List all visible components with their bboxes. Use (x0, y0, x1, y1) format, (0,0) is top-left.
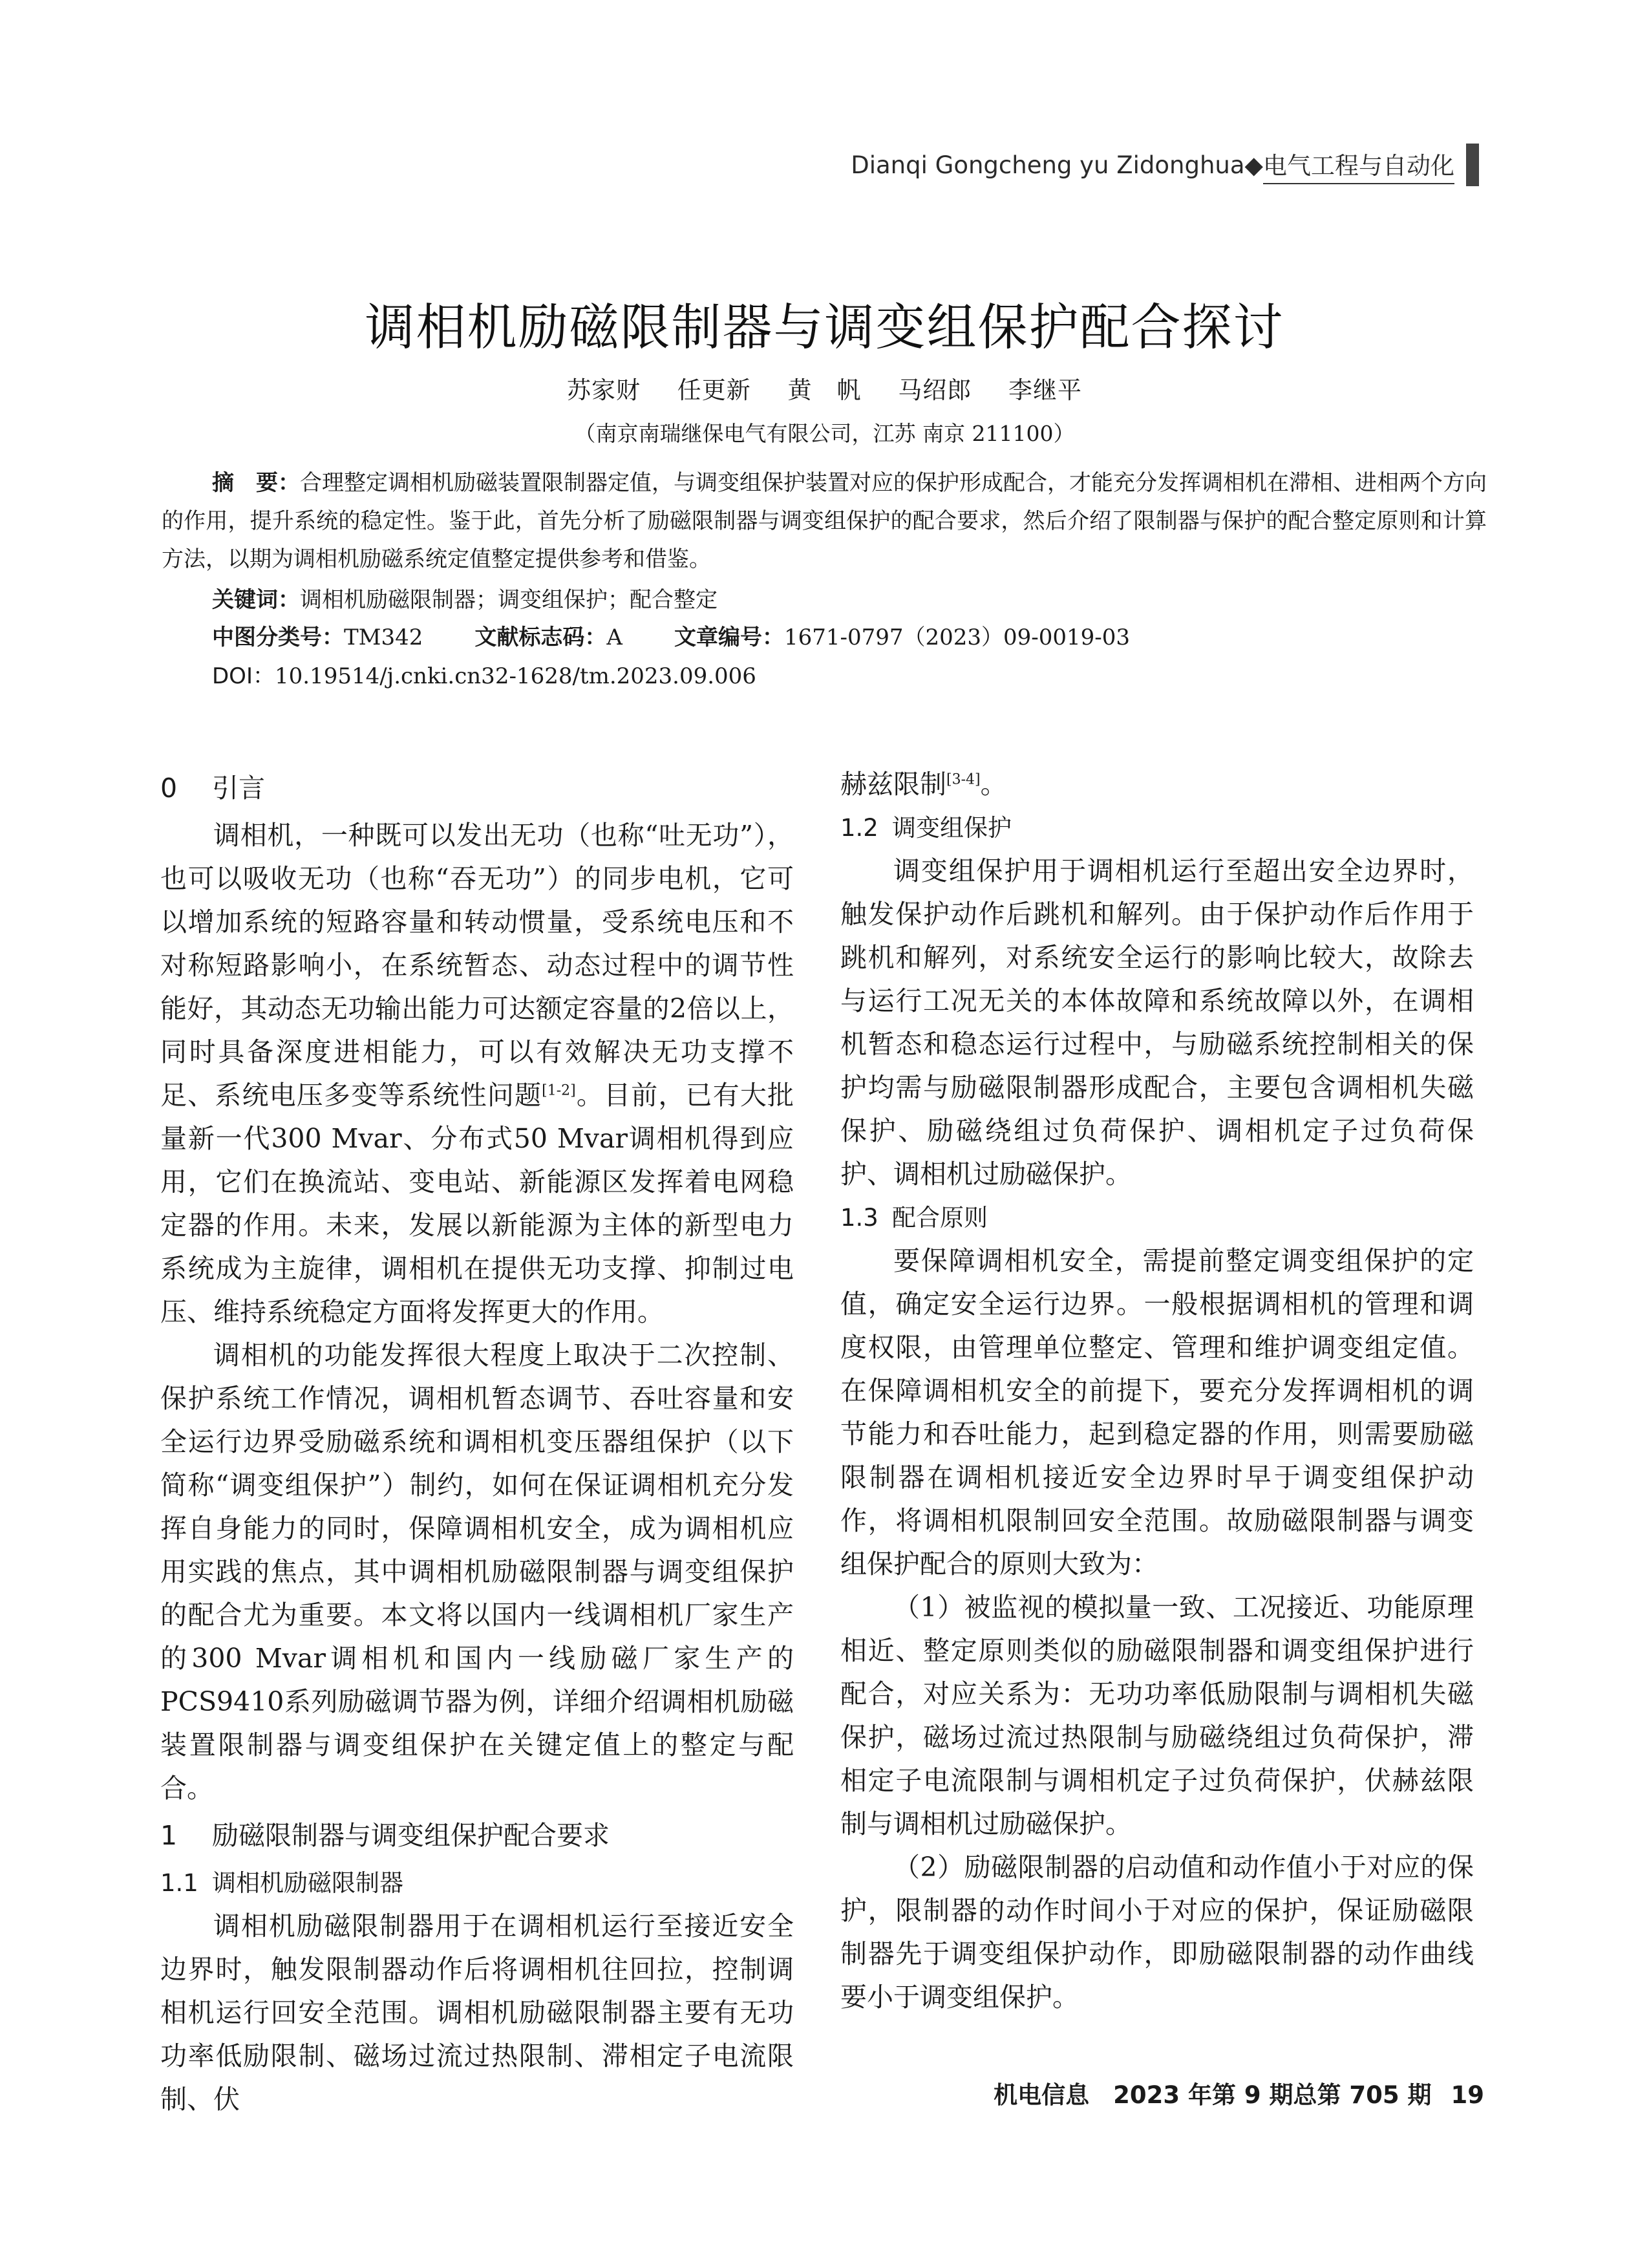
author: 黄 帆 (787, 376, 862, 404)
section-heading: 1 励磁限制器与调变组保护配合要求 (160, 1820, 610, 1851)
body-paragraph: 要保障调相机安全，需提前整定调变组保护的定值，确定安全运行边界。一般根据调相机的管理和调度权限，由管理单位整定、管理和维护调变组定值。在保障调相机安全的前提下，要充分发挥调相机的调节能力和吞吐能力，起到稳定器的作用，则需要励磁限制器在调相机接近安全边界时早于调变组保护动作，将调相机限制回安全范围。故励磁限制器与调变组保护配合的原则大致为： (840, 1245, 1474, 1579)
doi-line (212, 658, 756, 690)
section-heading: 0 引言 (160, 773, 265, 804)
clc-value: TM342 (344, 625, 423, 650)
author-list (0, 370, 1649, 405)
keywords-label: 关键词： (212, 587, 300, 613)
running-head (851, 144, 1479, 186)
subsection-heading: 1.2 调变组保护 (840, 814, 1012, 842)
doi-link[interactable]: 10.19514/j.cnki.cn32-1628/tm.2023.09.006 (274, 663, 756, 689)
body-paragraph: 调变组保护用于调相机运行至超出安全边界时，触发保护动作后跳机和解列。由于保护动作后作用于跳机和解列，对系统安全运行的影响比较大，故除去与运行工况无关的本体故障和系统故障以外，在调相机暂态和稳态运行过程中，与励磁系统控制相关的保护均需与励磁限制器形成配合，主要包含调相机失磁保护、励磁绕组过负荷保护、调相机定子过负荷保护、调相机过励磁保护。 (840, 855, 1474, 1190)
keywords-text: 调相机励磁限制器；调变组保护；配合整定 (300, 587, 718, 613)
subsection-heading: 1.1 调相机励磁限制器 (160, 1869, 403, 1897)
abstract (162, 464, 1487, 579)
header-bar (1466, 144, 1479, 186)
author: 苏家财 (566, 376, 641, 404)
journal-name-cn: 电气工程与自动化 (1263, 146, 1454, 184)
body-paragraph: 调相机的功能发挥很大程度上取决于二次控制、保护系统工作情况，调相机暂态调节、吞吐容量和安全运行边界受励磁系统和调相机变压器组保护（以下简称“调变组保护”）制约，如何在保证调相机充分发挥自身能力的同时，保障调相机安全，成为调相机应用实践的焦点，其中调相机励磁限制器与调变组保护的配合尤为重要。本文将以国内一线调相机厂家生产的300 Mvar调相机和国内一线励磁厂家生产的PCS9410系列励磁调节器为例，详细介绍调相机励磁装置限制器与调变组保护在关键定值上的整定与配合。 (160, 1340, 794, 1804)
doc-code-label: 文献标志码： (474, 625, 607, 650)
article-number-label: 文章编号： (674, 625, 784, 650)
body-paragraph: 调相机，一种既可以发出无功（也称“吐无功”），也可以吸收无功（也称“吞无功”）的同步电机，它可以增加系统的短路容量和转动惯量，受系统电压和不对称短路影响小，在系统暂态、动态过程中的调节性能好，其动态无功输出能力可达额定容量的2倍以上，同时具备深度进相能力，可以有效解决无功支撑不足、系统电压多变等系统性问题[1-2]。目前，已有大批量新一代300 Mvar、分布式50 Mvar调相机得到应用，它们在换流站、变电站、新能源区发挥着电网稳定器的作用。未来，发展以新能源为主体的新型电力系统成为主旋律，调相机在提供无功支撑、抑制过电压、维持系统稳定方面将发挥更大的作用。 (160, 820, 794, 1327)
doc-code-value: A (606, 625, 622, 650)
body-paragraph: 赫兹限制[3-4]。 (840, 769, 1007, 800)
keywords (212, 582, 718, 614)
left-column (160, 763, 794, 2121)
abstract-label: 摘 要： (212, 470, 300, 496)
subsection-heading: 1.3 配合原则 (840, 1204, 988, 1232)
abstract-text: 合理整定调相机励磁装置限制器定值，与调变组保护装置对应的保护形成配合，才能充分发挥调相机在滞相、进相两个方向的作用，提升系统的稳定性。鉴于此，首先分析了励磁限制器与调变组保护的配合要求，然后介绍了限制器与保护的配合整定原则和计算方法，以期为调相机励磁系统定值整定提供参考和借鉴。 (162, 470, 1487, 572)
journal-pinyin: Dianqi Gongcheng yu Zidonghua (851, 151, 1245, 179)
page-footer (994, 2075, 1484, 2110)
body-paragraph: （1）被监视的模拟量一致、工况接近、功能原理相近、整定原则类似的励磁限制器和调变组保护进行配合，对应关系为：无功功率低励限制与调相机失磁保护，磁场过流过热限制与励磁绕组过负荷保护，滞相定子电流限制与调相机定子过负荷保护，伏赫兹限制与调相机过励磁保护。 (840, 1592, 1474, 1839)
classification-line (212, 619, 1130, 651)
right-column (840, 763, 1474, 2019)
author: 任更新 (677, 376, 751, 404)
affiliation: （南京南瑞继保电气有限公司，江苏 南京 211100） (574, 421, 1075, 446)
body-paragraph: （2）励磁限制器的启动值和动作值小于对应的保护，限制器的动作时间小于对应的保护，保证励磁限制器先于调变组保护动作，即励磁限制器的动作曲线要小于调变组保护。 (840, 1852, 1474, 2013)
author: 李继平 (1008, 376, 1083, 404)
paper-title: 调相机励磁限制器与调变组保护配合探讨 (365, 299, 1284, 357)
citation[interactable]: [1-2] (542, 1082, 576, 1099)
page-number: 19 (1451, 2081, 1484, 2109)
citation[interactable]: [3-4] (946, 771, 981, 788)
doi-label: DOI： (212, 663, 275, 689)
author: 马绍郎 (898, 376, 972, 404)
body-paragraph: 调相机励磁限制器用于在调相机运行至接近安全边界时，触发限制器动作后将调相机往回拉，控制调相机运行回安全范围。调相机励磁限制器主要有无功功率低励限制、磁场过流过热限制、滞相定子电流限制、伏 (160, 1910, 794, 2115)
clc-label: 中图分类号： (212, 625, 344, 650)
article-number-value: 1671-0797（2023）09-0019-03 (783, 625, 1131, 650)
diamond-separator: ◆ (1244, 151, 1263, 179)
footer-journal-issue: 机电信息 2023 年第 9 期总第 705 期 (994, 2081, 1432, 2109)
